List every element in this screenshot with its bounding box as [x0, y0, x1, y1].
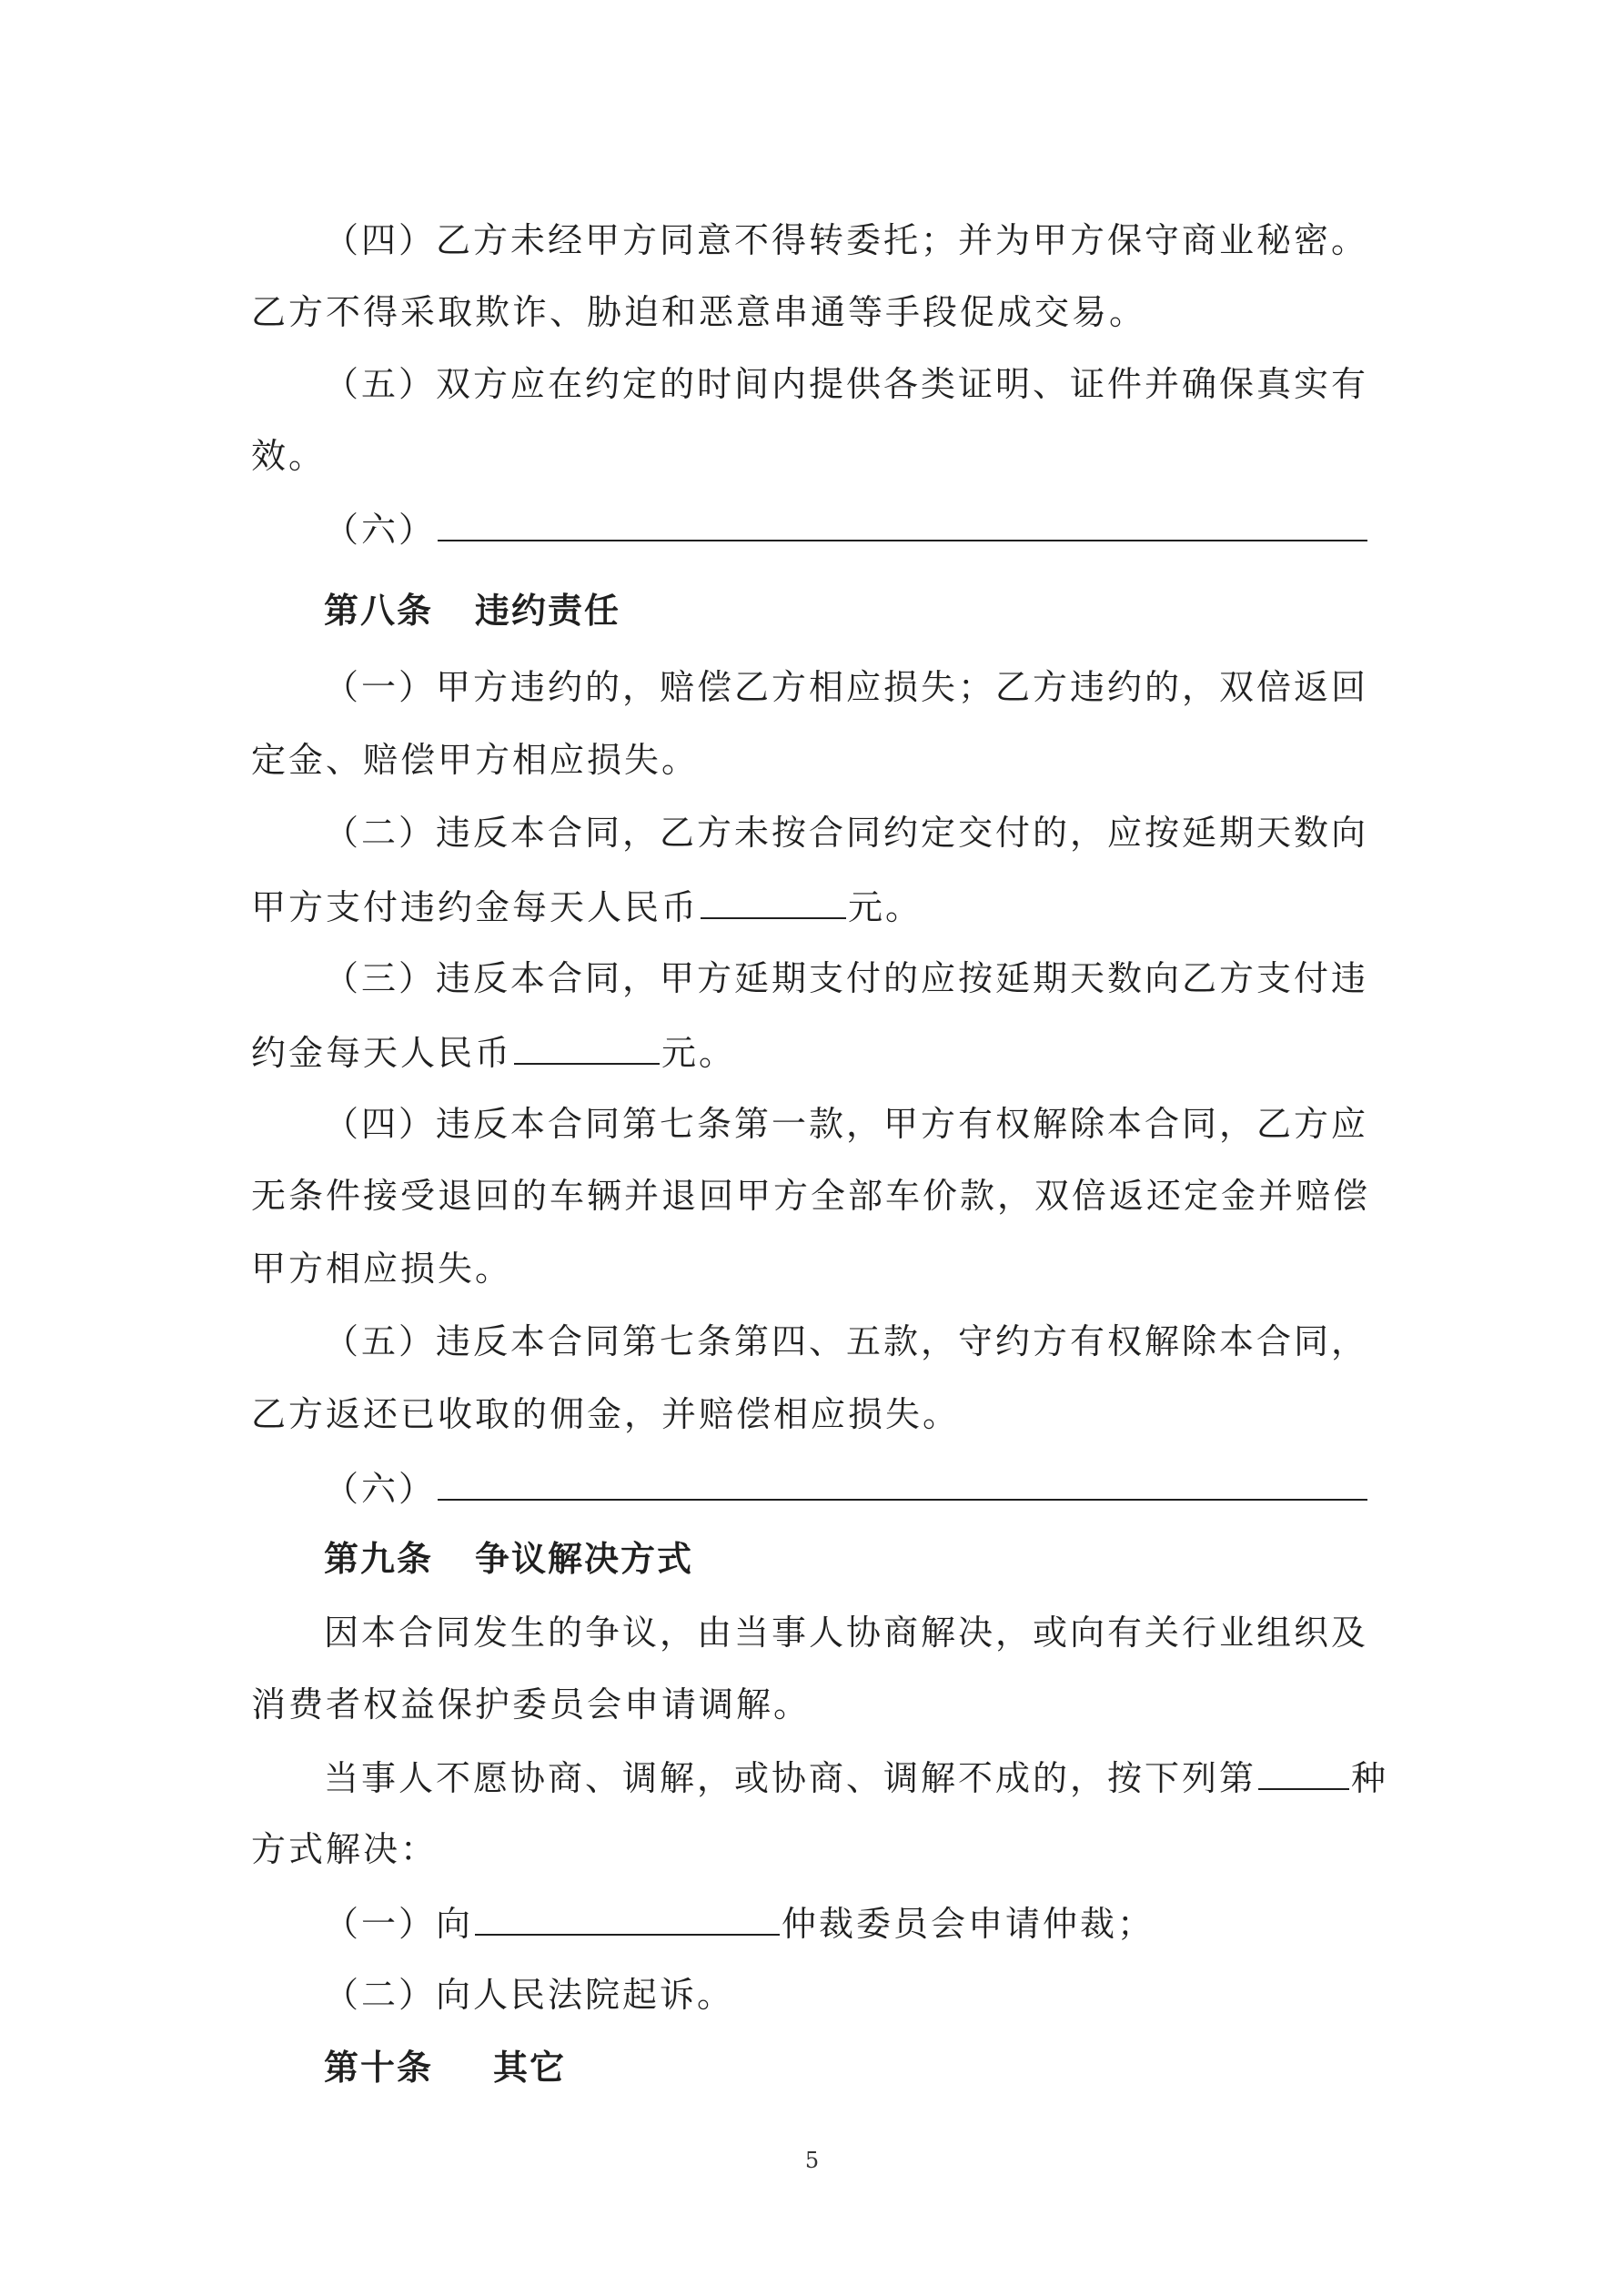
- clause-8-3-text: 约金每天人民币: [251, 1033, 513, 1073]
- article-9-title: 争议解决方式: [475, 1539, 694, 1579]
- clause-8-4-cont2: 甲方相应损失。: [251, 1249, 513, 1289]
- clause-8-5-cont: 乙方返还已收取的佣金，并赔偿相应损失。: [251, 1394, 961, 1434]
- article-8-title: 违约责任: [475, 591, 621, 631]
- clause-8-3-unit: 元。: [661, 1033, 737, 1073]
- fill-blank[interactable]: [514, 1027, 660, 1065]
- article-9-number: 第九条: [324, 1539, 434, 1579]
- clause-9-choice-text: 当事人不愿协商、调解，或协商、调解不成的，按下列第: [324, 1758, 1257, 1798]
- clause-7-6: [324, 503, 1452, 554]
- fill-blank[interactable]: [1258, 1752, 1349, 1790]
- clause-7-6-label: （六）: [324, 510, 437, 550]
- clause-9-choice-cont: 方式解决：: [251, 1829, 439, 1869]
- fill-blank[interactable]: [438, 503, 1367, 541]
- clause-8-4-cont: 无条件接受退回的车辆并退回甲方全部车价款，双倍返还定金并赔偿: [251, 1176, 1371, 1216]
- clause-9-option-1-text: 仲裁委员会申请仲裁；: [782, 1904, 1155, 1944]
- article-8-number: 第八条: [324, 591, 434, 631]
- fill-blank[interactable]: [475, 1897, 780, 1936]
- clause-9-choice: [324, 1752, 1452, 1803]
- clause-9-option-1: [324, 1897, 1452, 1948]
- clause-8-5: （五）违反本合同第七条第四、五款，守约方有权解除本合同，: [324, 1321, 1369, 1361]
- fill-blank[interactable]: [701, 881, 846, 919]
- clause-8-2-unit: 元。: [848, 887, 923, 927]
- clause-7-5-cont: 效。: [251, 436, 327, 476]
- clause-9-intro: 因本合同发生的争议，由当事人协商解决，或向有关行业组织及: [324, 1613, 1369, 1653]
- clause-8-2: （二）违反本合同，乙方未按合同约定交付的，应按延期天数向: [324, 813, 1369, 853]
- article-10-heading: [324, 2043, 1452, 2092]
- clause-8-3-cont: [251, 1027, 1379, 1077]
- clause-9-intro-cont: 消费者权益保护委员会申请调解。: [251, 1684, 812, 1725]
- article-10-title: 其它: [493, 2048, 567, 2088]
- clause-8-6-label: （六）: [324, 1469, 437, 1509]
- clause-9-option-1-label: （一）向: [324, 1904, 474, 1944]
- article-8-heading: [324, 586, 1452, 635]
- clause-9-choice-unit: 种: [1351, 1758, 1389, 1798]
- article-10-number: 第十条: [324, 2048, 434, 2088]
- clause-8-3: （三）违反本合同，甲方延期支付的应按延期天数向乙方支付违: [324, 958, 1369, 998]
- clause-8-2-cont: [251, 881, 1379, 932]
- fill-blank[interactable]: [438, 1462, 1367, 1501]
- page-number: 5: [804, 2148, 820, 2173]
- clause-8-6: [324, 1462, 1452, 1513]
- clause-7-4-cont: 乙方不得采取欺诈、胁迫和恶意串通等手段促成交易。: [251, 292, 1147, 332]
- article-9-heading: [324, 1534, 1452, 1583]
- clause-8-2-text: 甲方支付违约金每天人民币: [251, 887, 700, 927]
- clause-7-4: （四）乙方未经甲方同意不得转委托；并为甲方保守商业秘密。: [324, 220, 1369, 260]
- clause-8-4: （四）违反本合同第七条第一款，甲方有权解除本合同，乙方应: [324, 1104, 1369, 1144]
- clause-9-option-2: （二）向人民法院起诉。: [324, 1975, 735, 2015]
- clause-7-5: （五）双方应在约定的时间内提供各类证明、证件并确保真实有: [324, 364, 1369, 404]
- clause-8-1: （一）甲方违约的，赔偿乙方相应损失；乙方违约的，双倍返回: [324, 667, 1369, 707]
- clause-8-1-cont: 定金、赔偿甲方相应损失。: [251, 740, 700, 780]
